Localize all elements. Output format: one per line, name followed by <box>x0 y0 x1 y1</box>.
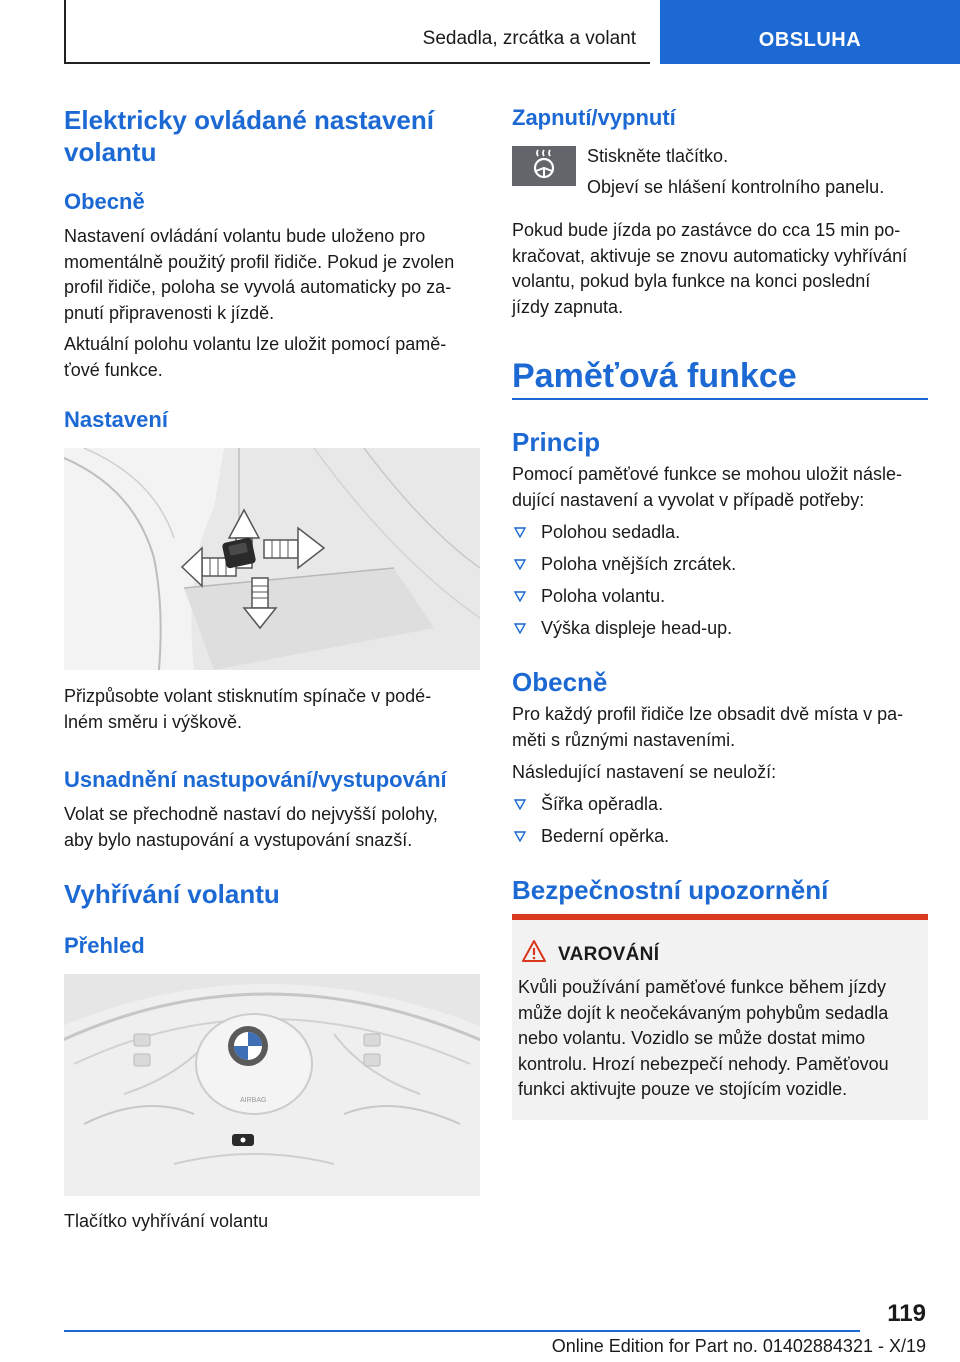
bullet-triangle-icon <box>514 799 526 810</box>
footer-rule <box>64 1330 860 1332</box>
heated-steering-button-icon <box>512 146 576 186</box>
general-paragraph-2: Aktuální polohu volantu lze uložit pomocí pamě‐ ťové funkce. <box>64 334 447 380</box>
list-item: Poloha volantu. <box>512 580 736 612</box>
on-off-text: Pokud bude jízda po zastávce do cca 15 min po‐ kračovat, aktivuje se znovu automaticky vyhřívání volantu, pokud byla funkce na konci poslední jízdy zapnuta. <box>512 220 908 317</box>
heading-easy-entry: Usnadnění nastupování/vystupování <box>64 767 447 792</box>
easy-entry-text: Volat se přechodně nastaví do nejvyšší polohy, aby bylo nastupování a vystupování snazší. <box>64 804 438 850</box>
general-2-text: Pro každý profil řidiče lze obsadit dvě místa v pa‐ měti s různými nastaveními. <box>512 704 904 750</box>
list-item: Poloha vnějších zrcátek. <box>512 548 736 580</box>
heading-adjustment: Nastavení <box>64 407 168 432</box>
heading-electric-steering-adjust: Elektricky ovládané nastavení volantu <box>64 105 434 167</box>
chapter-tab-label: OBSLUHA <box>758 29 862 51</box>
svg-text:AIRBAG: AIRBAG <box>240 1097 267 1104</box>
on-off-step-2: Objeví se hlášení kontrolního panelu. <box>587 177 885 197</box>
bullet-triangle-icon <box>514 527 526 538</box>
heading-on-off: Zapnutí/vypnutí <box>512 105 676 130</box>
bullet-triangle-icon <box>514 831 526 842</box>
list-item: Bederní opěrka. <box>512 820 669 852</box>
heading-principle: Princip <box>512 427 601 457</box>
chapter-tab <box>660 0 960 64</box>
principle-list <box>512 516 736 644</box>
warning-triangle-icon <box>521 939 547 963</box>
footer-edition: Online Edition for Part no. 01402884321 - X/19 <box>551 1336 926 1356</box>
heading-memory-function: Paměťová funkce <box>512 357 797 395</box>
warning-text: Kvůli používání paměťové funkce během jízdy může dojít k neočekávaným pohybům sedadla nebo volantu. Vozidlo se může dostat mimo kontrolu. Hrozí nebezpečí nehody. Paměťovou funkci aktivujte pouze ve stojícím vozidle. <box>518 977 889 1099</box>
heading-steering-heating: Vyhřívání volantu <box>64 879 280 909</box>
section-title: Sedadla, zrcátka a volant <box>422 28 636 49</box>
heading-general-2: Obecně <box>512 667 608 697</box>
steering-adjust-switch-photo <box>64 448 480 670</box>
bullet-triangle-icon <box>514 559 526 570</box>
list-item: Šířka opěradla. <box>512 788 669 820</box>
on-off-step-1: Stiskněte tlačítko. <box>587 146 729 166</box>
not-saved-list <box>512 788 669 852</box>
bullet-triangle-icon <box>514 591 526 602</box>
list-item: Polohou sedadla. <box>512 516 736 548</box>
general-paragraph-1: Nastavení ovládání volantu bude uloženo pro momentálně použitý profil řidiče. Pokud je zvolen profil řidiče, poloha se vyvolá automaticky po za‐ pnutí připravenosti k jízdě. <box>64 226 455 323</box>
principle-text: Pomocí paměťové funkce se mohou uložit násle‐ dující nastavení a vyvolat v případě potřeby: <box>512 464 902 510</box>
heading-general: Obecně <box>64 189 145 214</box>
heading-overview: Přehled <box>64 933 145 958</box>
memory-heading-rule <box>512 398 928 400</box>
overview-caption: Tlačítko vyhřívání volantu <box>64 1211 269 1231</box>
adjustment-caption: Přizpůsobte volant stisknutím spínače v podé‐ lném směru i výškově. <box>64 686 432 732</box>
bullet-triangle-icon <box>514 623 526 634</box>
page-number: 119 <box>887 1300 926 1327</box>
steering-wheel-photo <box>64 974 480 1196</box>
header-bottom-rule <box>64 62 650 64</box>
not-saved-intro: Následující nastavení se neuloží: <box>512 762 777 782</box>
list-item: Výška displeje head-up. <box>512 612 736 644</box>
warning-title: VAROVÁNÍ <box>558 944 660 965</box>
heading-safety-notes: Bezpečnostní upozornění <box>512 875 829 905</box>
